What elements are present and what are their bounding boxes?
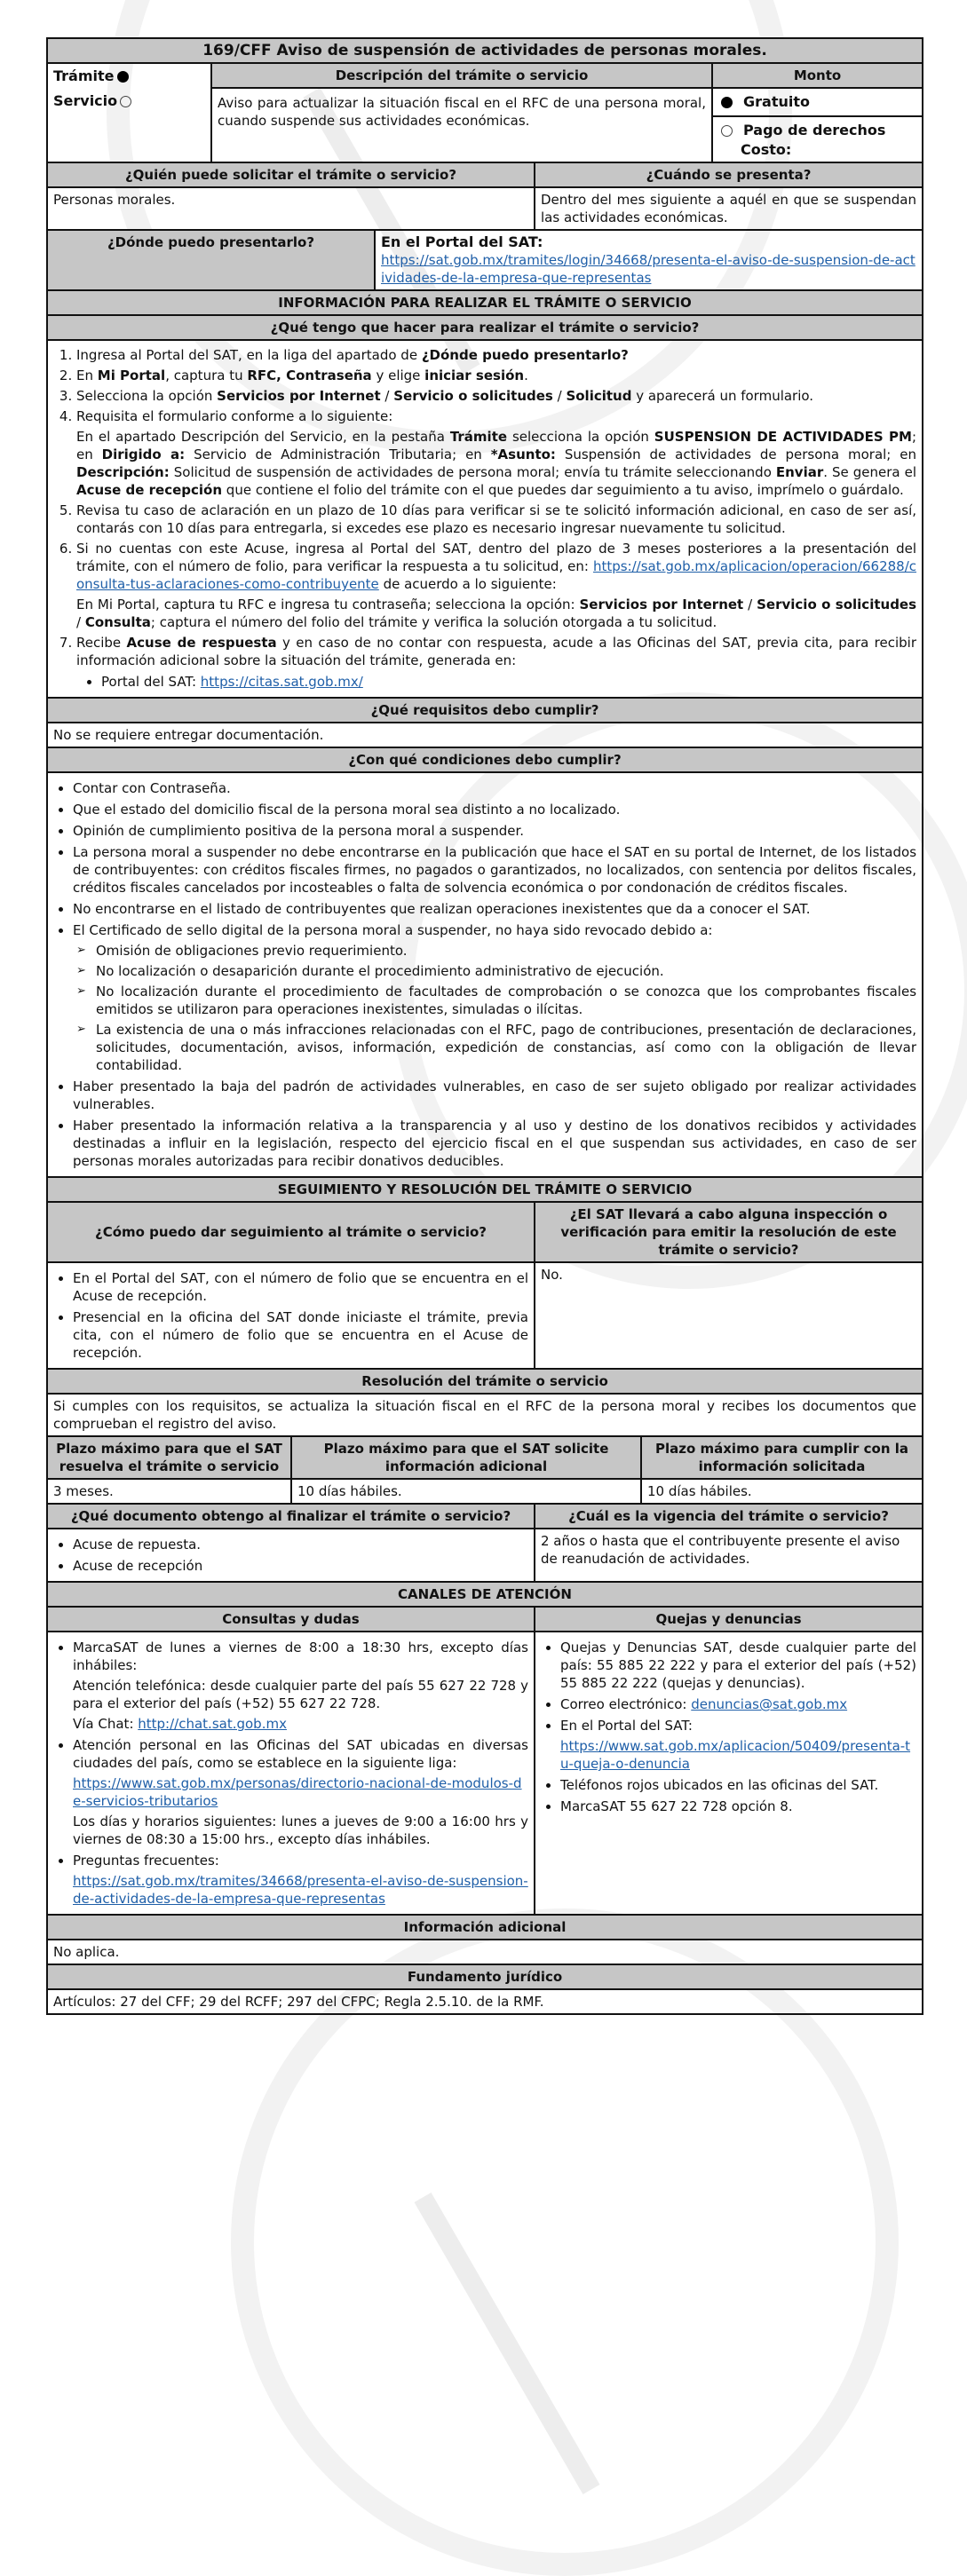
step-3: 3. Selecciona la opción Servicios por Internet / Servicio o solicitudes / Solicitud y aparecerá un formulario. (76, 387, 916, 405)
documento-item: • Acuse de repuesta. (73, 1536, 528, 1553)
fundamento-text: Artículos: 27 del CFF; 29 del RCFF; 297 del CFPC; Regla 2.5.10. de la RMF. (47, 1989, 923, 2014)
plazo-solicitar-value: 10 días hábiles. (291, 1479, 641, 1504)
revocacion-list (73, 942, 916, 1074)
condiciones-list (50, 779, 916, 1170)
como-item: • Presencial en la oficina del SAT donde iniciaste el trámite, previa cita, con el número de folio que se encuentra en el Acuse de recepción. (73, 1308, 528, 1362)
quejas-cell (535, 1632, 923, 1915)
monto-gratuito (712, 88, 923, 116)
inspeccion-text: No. (535, 1262, 923, 1369)
consultas-list (50, 1639, 528, 1908)
donde-link[interactable]: https://sat.gob.mx/tramites/login/34668/presenta-el-aviso-de-suspension-de-actividades-de-la-empresa-que-representas (381, 252, 915, 286)
pago-radio[interactable] (721, 125, 733, 137)
requisitos-text: No se requiere entregar documentación. (47, 723, 923, 747)
documento-heading: ¿Qué documento obtengo al finalizar el trámite o servicio? (47, 1504, 535, 1529)
info-section-heading: INFORMACIÓN PARA REALIZAR EL TRÁMITE O SERVICIO (47, 290, 923, 315)
revocacion-item: ➢ Omisión de obligaciones previo requerimiento. (96, 942, 916, 960)
requisitos-heading: ¿Qué requisitos debo cumplir? (47, 698, 923, 723)
quien-heading: ¿Quién puede solicitar el trámite o servicio? (47, 162, 535, 187)
directorio-link[interactable]: https://www.sat.gob.mx/personas/directorio-nacional-de-modulos-de-servicios-tributarios (73, 1775, 522, 1809)
condicion-item: • Haber presentado la baja del padrón de actividades vulnerables, en caso de ser sujeto obligado por realizar actividades vulnerables. (73, 1078, 916, 1113)
condicion-item: • Contar con Contraseña. (73, 779, 916, 797)
servicio-label: Servicio (53, 92, 118, 109)
canales-heading: CANALES DE ATENCIÓN (47, 1582, 923, 1607)
revocacion-item: ➢ La existencia de una o más infracciones relacionadas con el RFC, pago de contribuciones, presentación de declaraciones, solicitudes, documentación, avisos, información, expedición de constancias, así como con la obligación de llevar contabilidad. (96, 1021, 916, 1074)
condicion-item: • El Certificado de sello digital de la persona moral a suspender, no haya sido revocado debido a: ➢ Omisión de obligaciones previo requerimiento. ➢ No localización o desaparición durante el procedimiento administrativo de ejecución. ➢ No localización durante el procedimiento de facultades de comprobación o se conozca que los comprobantes fiscales emitidos se utilizaron para operaciones inexistentes, simuladas o ilícitas. ➢ La existencia de una o más infracciones relacionadas con el RFC, pago de contribuciones, presentación de declaraciones, solicitudes, documentación, avisos, información, expedición de constancias, así como con la obligación de llevar contabilidad. (73, 921, 916, 1074)
condicion-item: • Haber presentado la información relativa a la transparencia y al uso y destino de los donativos recibidos y actividades destinadas a influir en la legislación, respecto del ejercicio fiscal en el que suspendan sus actividades, en caso de ser personas morales autorizadas para recibir donativos deducibles. (73, 1117, 916, 1170)
citas-item: • Portal del SAT: https://citas.sat.gob.mx/ (101, 673, 916, 691)
step-5: 5. Revisa tu caso de aclaración en un plazo de 10 días para verificar si se te solicitó información adicional, en caso de ser así, contarás con 10 días para entregarla, si excedes ese plazo es necesario ingresar nuevamente tu solicitud. (76, 502, 916, 537)
vigencia-heading: ¿Cuál es la vigencia del trámite o servicio? (535, 1504, 923, 1529)
info-adicional-text: No aplica. (47, 1940, 923, 1964)
condicion-item: • No encontrarse en el listado de contribuyentes que realizan operaciones inexistentes que da a conocer el SAT. (73, 900, 916, 918)
queja-correo: • Correo electrónico: denuncias@sat.gob.mx (560, 1695, 916, 1713)
donde-heading: ¿Dónde puedo presentarlo? (47, 230, 375, 290)
donde-cell (375, 230, 923, 290)
consulta-oficinas: • Atención personal en las Oficinas del SAT ubicadas en diversas ciudades del país, como se establece en la siguiente liga: https://www.sat.gob.mx/personas/directorio-nacional-de-modulos-de-servicios-tributarios Los días y horarios siguientes: lunes a jueves de 9:00 a 16:00 hrs y viernes de 08:30 a 15:00 hrs., excepto días inhábiles. (73, 1736, 528, 1848)
plazo-solicitar-heading: Plazo máximo para que el SAT solicite información adicional (291, 1436, 641, 1479)
plazo-resolver-value: 3 meses. (47, 1479, 291, 1504)
document-page (46, 37, 922, 2015)
tramite-label: Trámite (53, 67, 115, 84)
documento-item: • Acuse de recepción (73, 1557, 528, 1575)
como-item: • En el Portal del SAT, con el número de folio que se encuentra en el Acuse de recepción. (73, 1269, 528, 1305)
que-hacer-heading: ¿Qué tengo que hacer para realizar el trámite o servicio? (47, 315, 923, 340)
watermark-line-bottom (414, 2193, 599, 2494)
aclaraciones-link[interactable]: https://sat.gob.mx/aplicacion/operacion/66288/consulta-tus-aclaraciones-como-contribuyente (76, 558, 917, 592)
tramite-sheet (46, 37, 923, 2015)
tramite-radio[interactable] (117, 71, 129, 83)
queja-telefono: • Quejas y Denuncias SAT, desde cualquier parte del país: 55 885 22 222 y para el exterior del país (+52) 55 885 22 222 (quejas y denuncias). (560, 1639, 916, 1692)
queja-portal-link[interactable]: https://www.sat.gob.mx/aplicacion/50409/presenta-tu-queja-o-denuncia (560, 1738, 911, 1772)
como-heading: ¿Cómo puedo dar seguimiento al trámite o servicio? (47, 1202, 535, 1262)
inspeccion-heading: ¿El SAT llevará a cabo alguna inspección o verificación para emitir la resolución de este trámite o servicio? (535, 1202, 923, 1262)
condicion-item: • La persona moral a suspender no debe encontrarse en la publicación que hace el SAT en su portal de Internet, de los listados de contribuyentes: con créditos fiscales firmes, no pagados o garantizados, no localizados, con sentencia por delitos fiscales, créditos fiscales cancelados por incosteables o falta de solvencia económica o por condonación de créditos fiscales. (73, 843, 916, 897)
documento-list (50, 1536, 528, 1575)
fundamento-heading: Fundamento jurídico (47, 1964, 923, 1989)
quejas-heading: Quejas y denuncias (535, 1607, 923, 1632)
quejas-list (537, 1639, 916, 1815)
resolucion-text: Si cumples con los requisitos, se actualiza la situación fiscal en el RFC de la persona moral y recibes los documentos que comprueban el registro del aviso. (47, 1394, 923, 1436)
como-list (50, 1269, 528, 1362)
page-title: 169/CFF Aviso de suspensión de actividades de personas morales. (47, 38, 923, 63)
resolucion-heading: Resolución del trámite o servicio (47, 1369, 923, 1394)
steps-cell (47, 340, 923, 698)
plazo-cumplir-value: 10 días hábiles. (641, 1479, 923, 1504)
como-cell (47, 1262, 535, 1369)
servicio-radio[interactable] (120, 96, 131, 107)
step-2: 2. En Mi Portal, captura tu RFC, Contraseña y elige iniciar sesión. (76, 367, 916, 384)
pago-label: Pago de derechos (743, 122, 886, 138)
plazo-cumplir-heading: Plazo máximo para cumplir con la información solicitada (641, 1436, 923, 1479)
type-selector (47, 63, 211, 162)
queja-portal: • En el Portal del SAT: https://www.sat.gob.mx/aplicacion/50409/presenta-tu-queja-o-denuncia (560, 1717, 916, 1773)
info-adicional-heading: Información adicional (47, 1915, 923, 1940)
steps-list (50, 346, 916, 691)
step-7: 7. Recibe Acuse de respuesta y en caso de no contar con respuesta, acude a las Oficinas del SAT, previa cita, para recibir información adicional sobre la situación del trámite, generada en: • Portal del SAT: https://citas.sat.gob.mx/ (76, 634, 916, 691)
donde-label: En el Portal del SAT: (381, 233, 543, 250)
consultas-heading: Consultas y dudas (47, 1607, 535, 1632)
step-6-detail: En Mi Portal, captura tu RFC e ingresa tu contraseña; selecciona la opción: Servicios por Internet / Servicio o solicitudes / Consulta; captura el número del folio del trámite y verifica la solución otorgada a tu solicitud. (76, 597, 917, 630)
queja-telefonos-rojos: • Teléfonos rojos ubicados en las oficinas del SAT. (560, 1776, 916, 1794)
revocacion-item: ➢ No localización durante el procedimiento de facultades de comprobación o se conozca que los comprobantes fiscales emitidos se utilizaron para operaciones inexistentes, simuladas o ilícitas. (96, 983, 916, 1018)
citas-link[interactable]: https://citas.sat.gob.mx/ (200, 674, 363, 690)
description-heading: Descripción del trámite o servicio (211, 63, 712, 88)
gratuito-label: Gratuito (743, 93, 810, 110)
consulta-marcasat: • MarcaSAT de lunes a viernes de 8:00 a 18:30 hrs, excepto días inhábiles: Atención telefónica: desde cualquier parte del país 55 627 22 728 y para el exterior del país (+52) 55 627 22 728. Vía Chat: http://chat.sat.gob.mx (73, 1639, 528, 1733)
chat-link[interactable]: http://chat.sat.gob.mx (138, 1716, 287, 1732)
description-text: Aviso para actualizar la situación fiscal en el RFC de una persona moral, cuando suspende sus actividades económicas. (211, 88, 712, 162)
monto-heading: Monto (712, 63, 923, 88)
monto-pago (712, 116, 923, 162)
cuando-heading: ¿Cuándo se presenta? (535, 162, 923, 187)
gratuito-radio[interactable] (721, 97, 733, 108)
consulta-preguntas: • Preguntas frecuentes: https://sat.gob.mx/tramites/34668/presenta-el-aviso-de-suspension-de-actividades-de-la-empresa-que-representas (73, 1852, 528, 1908)
cuando-text: Dentro del mes siguiente a aquél en que se suspendan las actividades económicas. (535, 187, 923, 230)
condicion-item: • Que el estado del domicilio fiscal de la persona moral sea distinto a no localizado. (73, 801, 916, 818)
step-1: 1. Ingresa al Portal del SAT, en la liga del apartado de ¿Dónde puedo presentarlo? (76, 346, 916, 364)
step-4-detail: En el apartado Descripción del Servicio, en la pestaña Trámite selecciona la opción SUSPENSION DE ACTIVIDADES PM; en Dirigido a: Servicio de Administración Tributaria; en *Asunto: Suspensión de actividades de persona moral; en Descripción: Solicitud de suspensión de actividades de persona moral; envía tu trámite seleccionando Enviar. Se genera el Acuse de recepción que contiene el folio del trámite con el que puedes dar seguimiento a tu aviso, imprímelo o guárdalo. (76, 429, 917, 498)
condiciones-heading: ¿Con qué condiciones debo cumplir? (47, 747, 923, 772)
seguimiento-heading: SEGUIMIENTO Y RESOLUCIÓN DEL TRÁMITE O SERVICIO (47, 1177, 923, 1202)
costo-label: Costo: (741, 141, 792, 158)
documento-cell (47, 1529, 535, 1582)
quien-text: Personas morales. (47, 187, 535, 230)
consultas-cell (47, 1632, 535, 1915)
revocacion-item: ➢ No localización o desaparición durante el procedimiento administrativo de ejecución. (96, 962, 916, 980)
condicion-item: • Opinión de cumplimiento positiva de la persona moral a suspender. (73, 822, 916, 840)
preguntas-link[interactable]: https://sat.gob.mx/tramites/34668/presenta-el-aviso-de-suspension-de-actividades-de-la-empresa-que-representas (73, 1873, 528, 1907)
vigencia-text: 2 años o hasta que el contribuyente presente el aviso de reanudación de actividades. (535, 1529, 923, 1582)
queja-marcasat: • MarcaSAT 55 627 22 728 opción 8. (560, 1798, 916, 1815)
plazo-resolver-heading: Plazo máximo para que el SAT resuelva el trámite o servicio (47, 1436, 291, 1479)
step-4: 4. Requisita el formulario conforme a lo siguiente: En el apartado Descripción del Servicio, en la pestaña Trámite selecciona la opción SUSPENSION DE ACTIVIDADES PM; en Dirigido a: Servicio de Administración Tributaria; en *Asunto: Suspensión de actividades de persona moral; en Descripción: Solicitud de suspensión de actividades de persona moral; envía tu trámite seleccionando Enviar. Se genera el Acuse de recepción que contiene el folio del trámite con el que puedes dar seguimiento a tu aviso, imprímelo o guárdalo. (76, 407, 916, 499)
denuncias-email-link[interactable]: denuncias@sat.gob.mx (691, 1696, 848, 1712)
step-6: 6. Si no cuentas con este Acuse, ingresa al Portal del SAT, dentro del plazo de 3 meses posteriores a la presentación del trámite, con el número de folio, para verificar la respuesta a tu solicitud, en: https://sat.gob.mx/aplicacion/operacion/66288/consulta-tus-aclaraciones-como-contribuyente de acuerdo a lo siguiente: En Mi Portal, captura tu RFC e ingresa tu contraseña; selecciona la opción: Servicios por Internet / Servicio o solicitudes / Consulta; captura el número del folio del trámite y verifica la solución otorgada a tu solicitud. (76, 540, 916, 631)
condiciones-cell (47, 772, 923, 1177)
